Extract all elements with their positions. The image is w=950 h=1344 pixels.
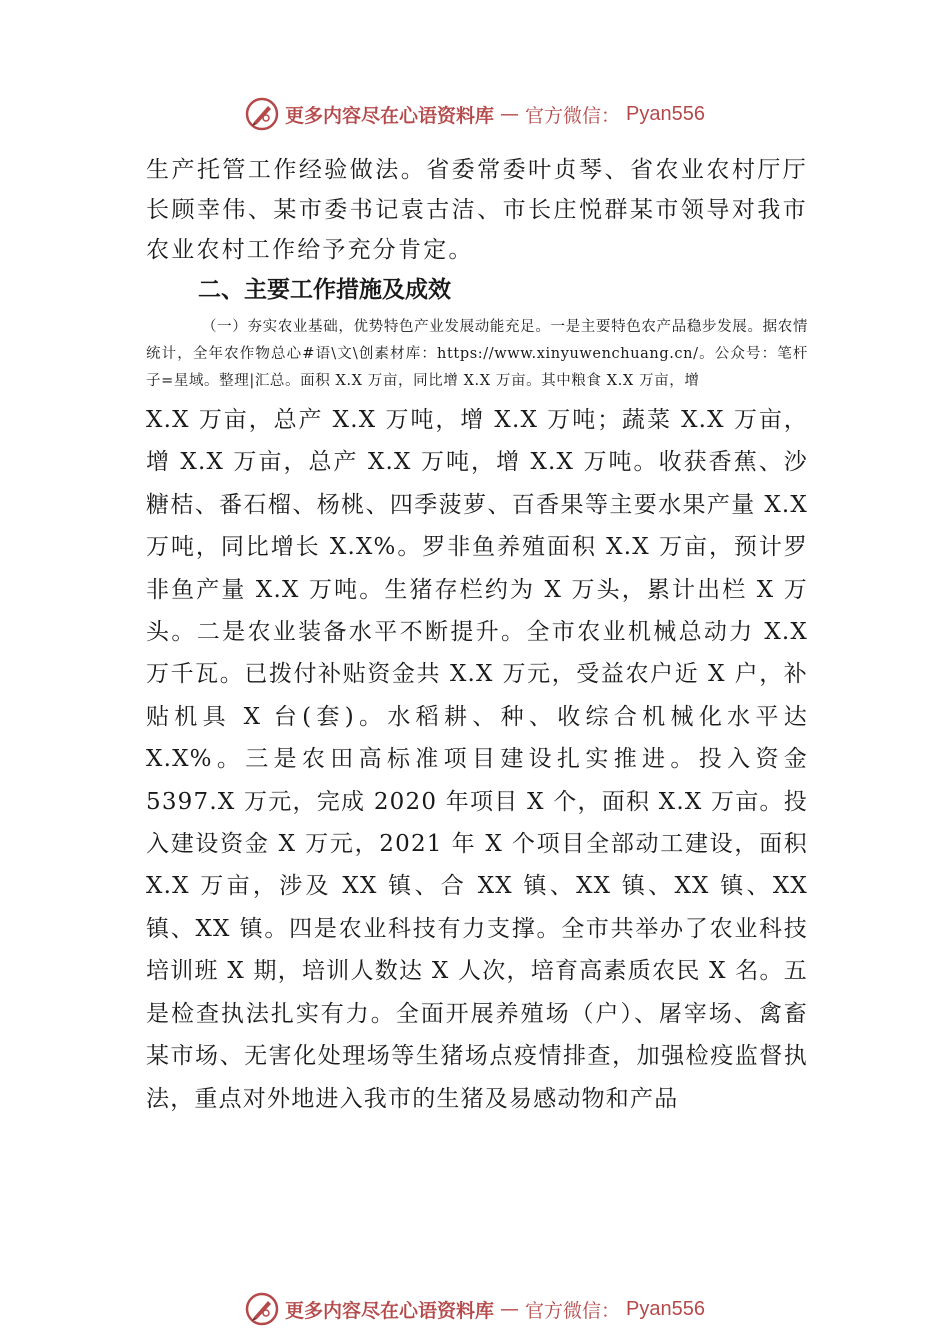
banner-dash: — (500, 1298, 520, 1320)
section-heading: 二、主要工作措施及成效 (198, 277, 451, 303)
banner-subtext: 官方微信： (525, 104, 621, 127)
banner-wechat-id: Pyan556 (626, 102, 705, 125)
paragraph-intro: 生产托管工作经验做法。省委常委叶贞琴、省农业农村厅厅长顾幸伟、某市委书记袁古洁、市长庄悦群某市领导对我市农业农村工作给予充分肯定。 (146, 157, 808, 263)
banner-text: 更多内容尽在心语资料库 (285, 1299, 495, 1322)
banner-text: 更多内容尽在心语资料库 (285, 104, 495, 127)
document-body (146, 150, 808, 1120)
banner-wechat-id: Pyan556 (626, 1297, 705, 1320)
footer-watermark-banner (0, 1289, 950, 1329)
paragraph-small-print: （一）夯实农业基础，优势特色产业发展动能充足。一是主要特色农产品稳步发展。据农情统计，全年农作物总心#语\文\创素材库：https://www.xinyuwenchuang.cn/。公众号：笔杆子=星域。整理|汇总。面积 X.X 万亩，同比增 X.X 万亩。其中粮食 X.X 万亩，增 (146, 319, 808, 389)
banner-subtext: 官方微信： (525, 1299, 621, 1322)
paragraph-main: X.X 万亩，总产 X.X 万吨，增 X.X 万吨；蔬菜 X.X 万亩，增 X.X 万亩，总产 X.X 万吨，增 X.X 万吨。收获香蕉、沙糖桔、番石榴、杨桃、四季菠萝、百香果等主要水果产量 X.X 万吨，同比增长 X.X%。罗非鱼养殖面积 X.X 万亩，预计罗非鱼产量 X.X 万吨。生猪存栏约为 X 万头，累计出栏 X 万头。二是农业装备水平不断提升。全市农业机械总动力 X.X 万千瓦。已拨付补贴资金共 X.X 万元，受益农户近 X 户，补贴机具 X 台(套)。水稻耕、种、收综合机械化水平达 X.X%。三是农田高标准项目建设扎实推进。投入资金 5397.X 万元，完成 2020 年项目 X 个，面积 X.X 万亩。投入建设资金 X 万元，2021 年 X 个项目全部动工建设，面积 X.X 万亩，涉及 XX 镇、合 XX 镇、XX 镇、XX 镇、XX 镇、XX 镇。四是农业科技有力支撑。全市共举办了农业科技培训班 X 期，培训人数达 X 人次，培育高素质农民 X 名。五是检查执法扎实有力。全面开展养殖场（户）、屠宰场、禽畜某市场、无害化处理场等生猪场点疫情排查，加强检疫监督执法，重点对外地进入我市的生猪及易感动物和产品 (146, 407, 808, 1112)
header-watermark-banner (0, 94, 950, 134)
banner-dash: — (500, 103, 520, 125)
pen-logo-icon (245, 97, 279, 131)
pen-logo-icon (245, 1292, 279, 1326)
